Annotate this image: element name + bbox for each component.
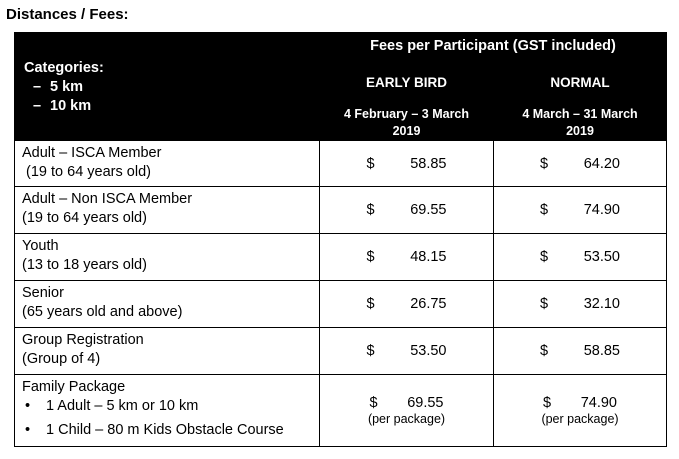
normal-price: $ 74.90 (per package) xyxy=(494,375,667,447)
table-row-family xyxy=(15,375,667,447)
phase-name: NORMAL xyxy=(550,75,610,90)
early-bird-price: $ 69.55 (per package) xyxy=(320,375,494,447)
table-row xyxy=(15,281,667,328)
table-row xyxy=(15,187,667,234)
normal-price: $ 53.50 xyxy=(494,234,667,281)
category-label: Adult – ISCA Member (19 to 64 years old) xyxy=(15,141,320,187)
category-item: – 10 km xyxy=(32,98,92,114)
list-item: • 1 Child – 80 m Kids Obstacle Course xyxy=(25,422,284,438)
normal-price: $ 32.10 xyxy=(494,281,667,328)
normal-price: $ 64.20 xyxy=(494,141,667,187)
table-row xyxy=(15,234,667,281)
fees-table xyxy=(14,32,667,447)
header-row-top xyxy=(15,33,667,63)
early-bird-header xyxy=(320,63,494,141)
table-row xyxy=(15,328,667,375)
phase-dates: 4 March – 31 March 2019 xyxy=(522,107,638,138)
category-label: Adult – Non ISCA Member (19 to 64 years old) xyxy=(15,187,320,234)
early-bird-price: $ 58.85 xyxy=(320,141,494,187)
per-package-note: (per package) xyxy=(367,412,446,426)
early-bird-price: $ 53.50 xyxy=(320,328,494,375)
family-package-label: Family Package • 1 Adult – 5 km or 10 km • 1 Child – 80 m Kids Obstacle Course xyxy=(15,375,320,447)
category-label: Youth (13 to 18 years old) xyxy=(15,234,320,281)
per-package-note: (per package) xyxy=(541,412,619,426)
early-bird-price: $ 69.55 xyxy=(320,187,494,234)
normal-header xyxy=(494,63,667,141)
early-bird-price: $ 48.15 xyxy=(320,234,494,281)
section-title: Distances / Fees: xyxy=(6,6,129,23)
normal-price: $ 58.85 xyxy=(494,328,667,375)
phase-name: EARLY BIRD xyxy=(365,75,448,90)
early-bird-price: $ 26.75 xyxy=(320,281,494,328)
category-label: Group Registration (Group of 4) xyxy=(15,328,320,375)
phase-dates: 4 February – 3 March 2019 xyxy=(343,107,470,138)
family-package-list xyxy=(22,397,319,440)
categories-label: Categories: xyxy=(24,60,104,76)
list-item: • 1 Adult – 5 km or 10 km xyxy=(25,398,199,414)
category-label: Senior (65 years old and above) xyxy=(15,281,320,328)
table-row xyxy=(15,141,667,187)
normal-price: $ 74.90 xyxy=(494,187,667,234)
categories-header xyxy=(15,33,320,141)
category-item: – 5 km xyxy=(32,79,84,95)
fees-per-participant-header: Fees per Participant (GST included) xyxy=(320,33,667,63)
